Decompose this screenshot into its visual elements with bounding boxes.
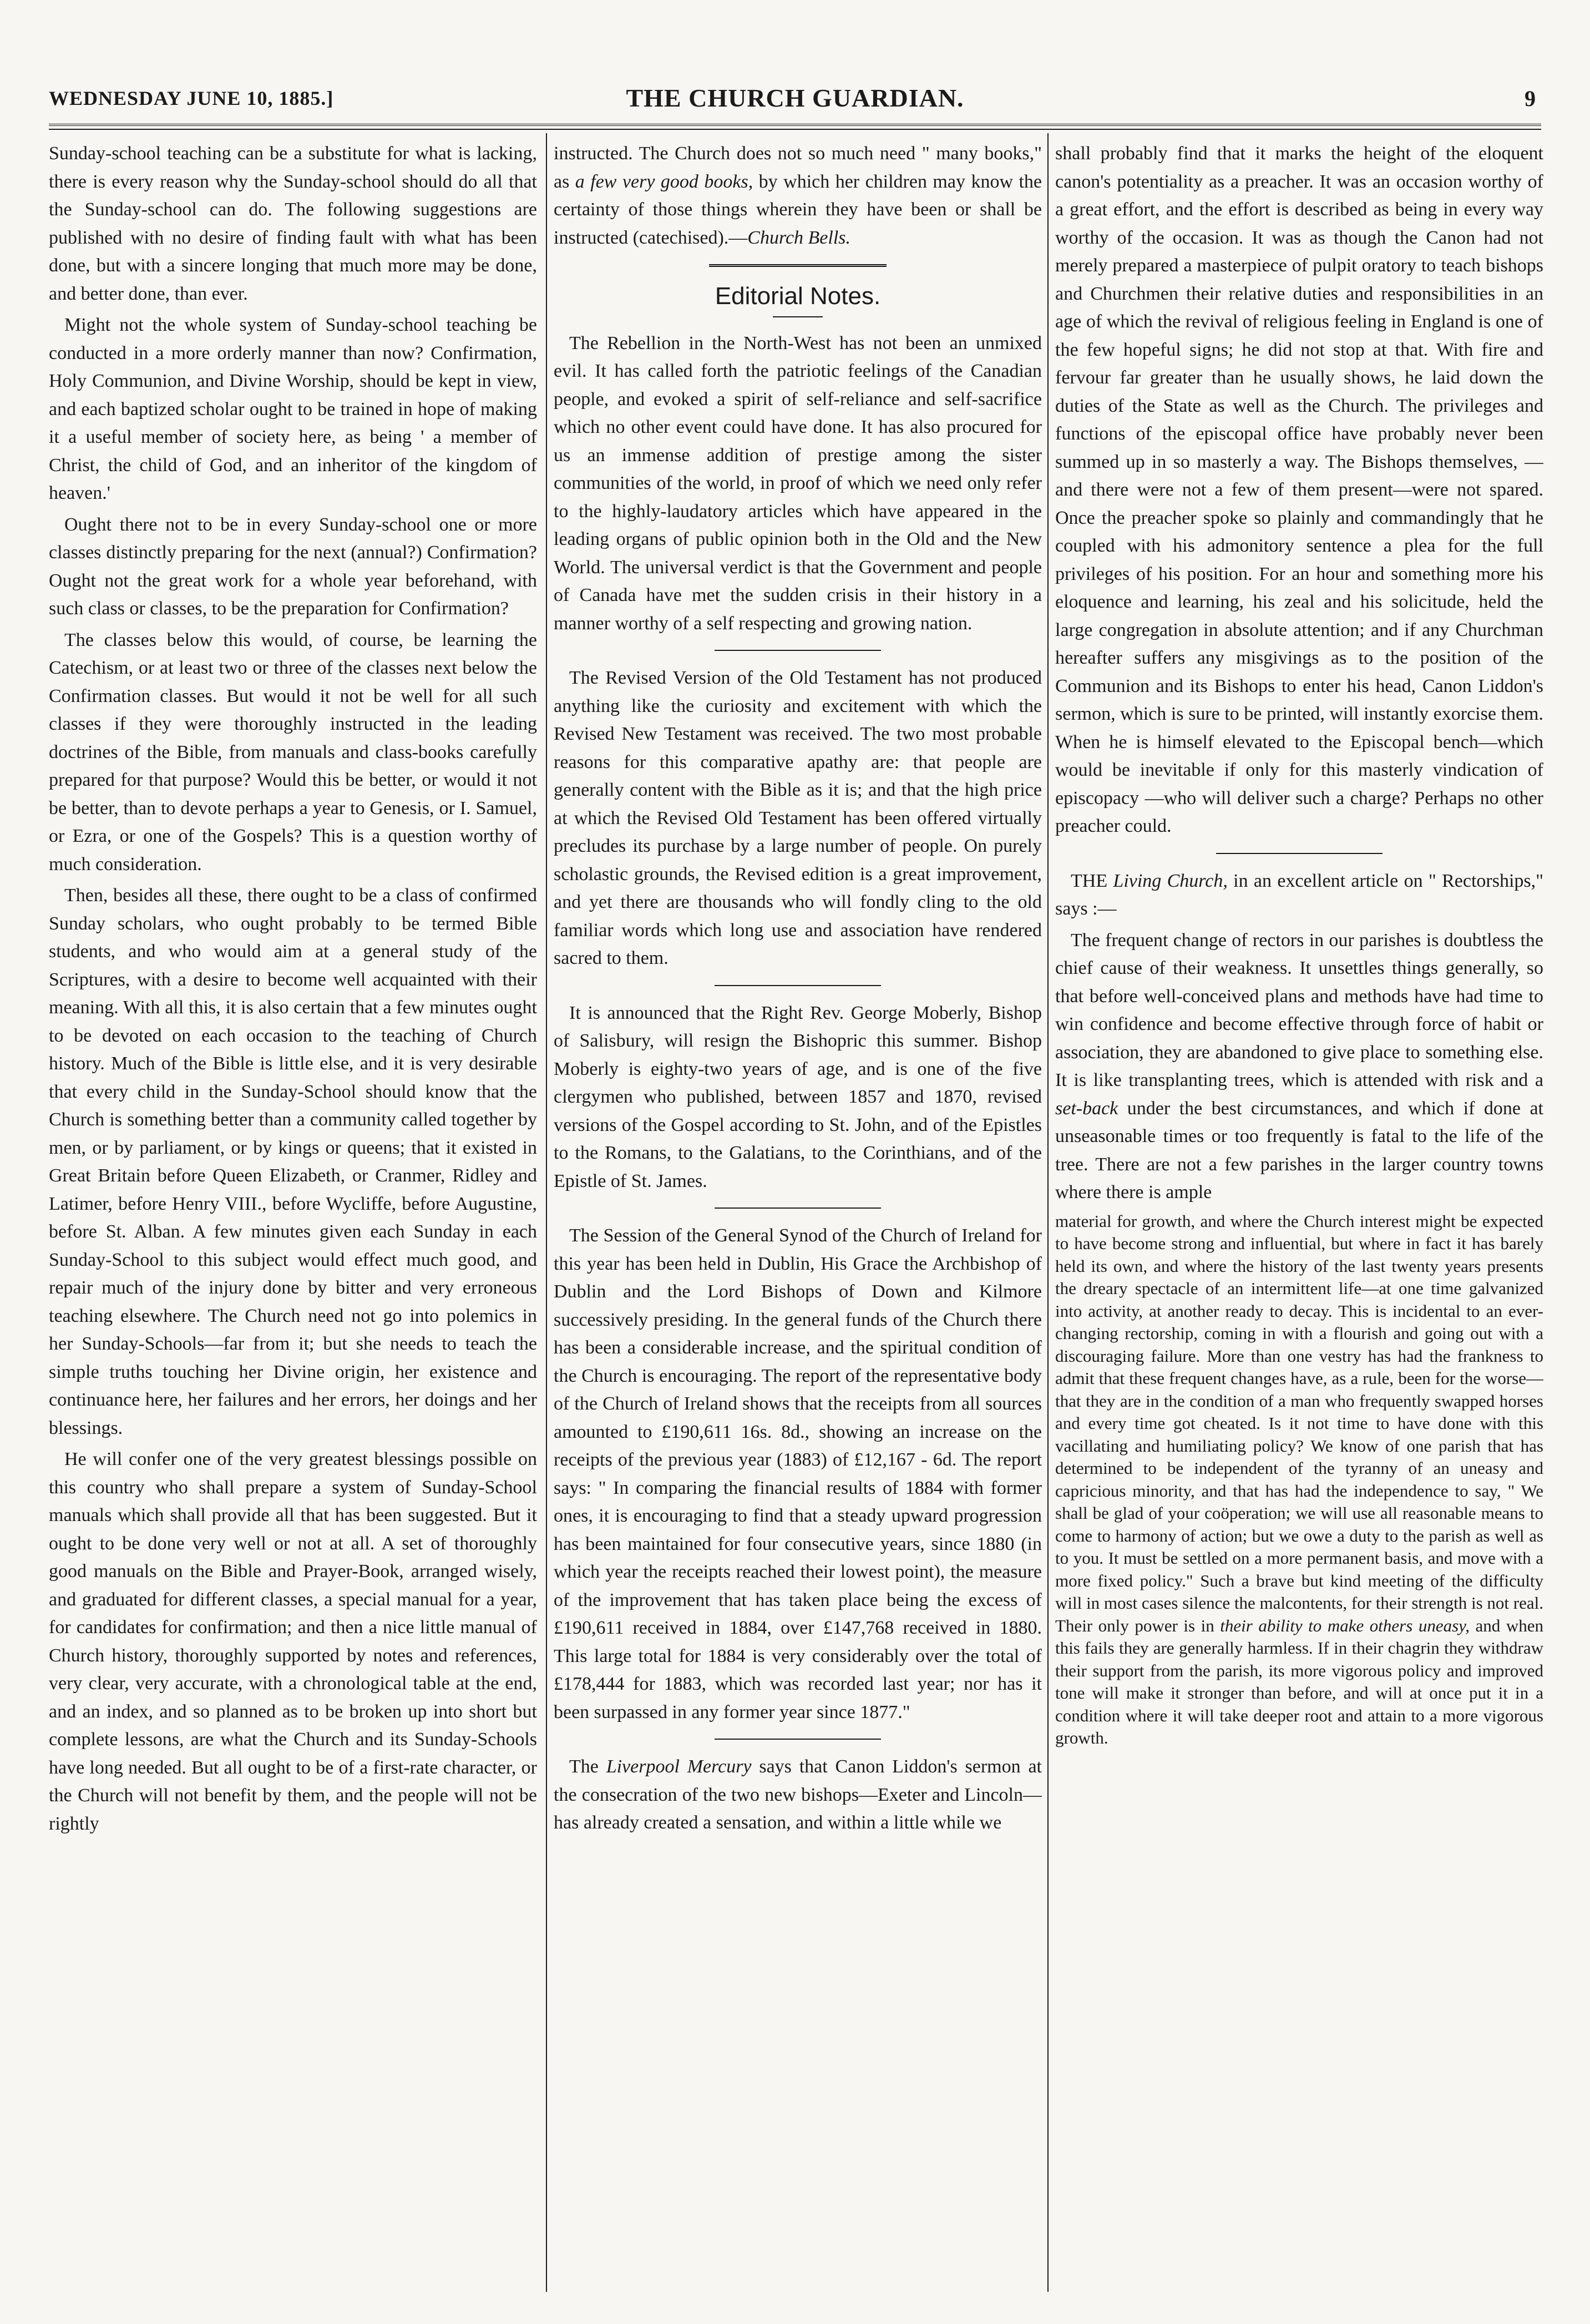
text-run: by which her children may know the certainty of those things wherein they have been or shall be instructed (catechised).—	[554, 171, 1042, 248]
text-run: material for growth, and where the Church interest might be expected to have become strong and influential, but where in fact it has barely held its own, and where the history of the last twenty years presents the dreary spectacle of an intermittent life—at one time galvanized into activity, at another ready to decay. This is incidental to an ever-changing rectorship, coming in with a flourish and going out with a discouraging failure. More than one vestry has had the frankness to admit that these frequent changes have, as a rule, been for the worse—that they are in the condition of a man who frequently swapped horses and every time got cheated. Is it not time to have done with this vacillating and humiliating policy? We know of one parish that has determined to be independent of the tyranny of an uneasy and capricious minority, and that has had the independence to say, " We shall be glad of your coöperation; we will use all reasonable means to come to harmony of action; but we owe a duty to the parish as well as to you. It must be settled on a more permanent basis, and move with a more fixed policy." Such a brave but kind meeting of the difficulty will in most cases silence the malcontents, for their strength is not real. Their only power is in	[1055, 1211, 1543, 1635]
column-3	[1055, 140, 1543, 2287]
column-divider	[1047, 133, 1049, 2292]
header-rule-secondary	[49, 129, 1541, 130]
paragraph: Sunday-school teaching can be a substitute for what is lacking, there is every reason why the Sunday-school should do all that the Sunday-school can do. The following suggestions are published with no desire of finding fault with what has been done, but with a sincere longing that much more may be done, and better done, than ever.	[49, 143, 537, 304]
paragraph: The Session of the General Synod of the Church of Ireland for this year has been held in Dublin, His Grace the Archbishop of Dublin and the Lord Bishops of Down and Kilmore successively presiding. In the general funds of the Church there has been a considerable increase, and the spiritual condition of the Church is encouraging. The report of the representative body of the Church of Ireland shows that the receipts from all sources amounted to £190,611 16s. 8d., showing an increase on the receipts of the previous year (1883) of £12,167 - 6d. The report says: " In comparing the financial results of 1884 with former ones, it is encouraging to find that a steady upward progression has been maintained for four consecutive years, since 1880 (in which year the receipts reached their lowest point), the measure of the improvement that has taken place being the excess of £190,611 received in 1884, over £147,768 received in 1880. This large total for 1884 is very considerably over the total of £178,444 for 1883, which was recorded last year; nor has it been surpassed in any former year since 1877."	[554, 1225, 1042, 1722]
heading-rule	[773, 316, 823, 317]
emphasis: Living Church,	[1113, 870, 1228, 891]
article-separator	[715, 650, 881, 651]
section-heading: Editorial Notes.	[715, 282, 881, 310]
column-1	[49, 140, 537, 2287]
paragraph: shall probably find that it marks the height of the eloquent canon's potentiality as a preacher. It was an occasion worthy of a great effort, and the effort is described as being in every way worthy of the occasion. It was as though the Canon had not merely prepared a masterpiece of pulpit oratory to teach bishops and Churchmen their relative duties and responsibilities in an age of which the revival of religious feeling in England is one of the few hopeful signs; he did not stop at that. With fire and fervour far greater than he usually shows, he laid down the duties of the State as well as the Church. The privileges and functions of the episcopal office have probably never been summed up in so masterly a way. The Bishops themselves, —and there were not a few of them present—were not spared. Once the preacher spoke so plainly and commandingly that he coupled with his admonitory sentence a plea for the full privileges of his position. For an hour and something more his eloquence and learning, his zeal and his solicitude, held the large congregation in absolute attention; and if any Churchman hereafter suffers any misgivings as to the position of the Communion and its Bishops to enter his head, Canon Liddon's sermon, which is sure to be printed, will instantly exorcise them. When he is himself elevated to the Episcopal bench—which would be inevitable if only for this masterly vindication of episcopacy —who will deliver such a charge? Perhaps no other preacher could.	[1055, 143, 1543, 836]
source-credit: Church Bells.	[747, 227, 851, 248]
text-run: and when this fails they are generally harmless. If in their chagrin they withdraw their support from the parish, its more vigorous policy and improved tone will make it stronger than before, and will at once put it in a condition where it will take deeper root and attain to a more vigorous growth.	[1055, 1615, 1543, 1747]
text-run: in an excellent article on " Rectorships," says :—	[1055, 870, 1543, 919]
paragraph: He will confer one of the very greatest blessings possible on this country who shall prepare a system of Sunday-School manuals which shall provide all that has been suggested. But it ought to be done very well or not at all. A set of thoroughly good manuals on the Bible and Prayer-Book, arranged wisely, and graduated for different classes, a special manual for a year, for candidates for confirmation; and then a nice little manual of Church history, thoroughly supported by notes and references, very clear, very accurate, with a chronological table at the end, and an index, and so planned as to be broken up into short but complete lessons, are what the Church and its Sunday-Schools have long needed. But all ought to be of a first-rate character, or the Church will not benefit by them, and the people will not be rightly	[49, 1449, 537, 1834]
paragraph: The classes below this would, of course, be learning the Catechism, or at least two or three of the classes next below the Confirmation classes. But would it not be well for all such classes if they were thoroughly instructed in the leading doctrines of the Bible, from manuals and class-books carefully prepared for that purpose? Would this be better, or would it not be better, than to devote perhaps a year to Genesis, or I. Samuel, or Ezra, or one of the Gospels? This is a question worthy of much consideration.	[49, 629, 537, 875]
article-separator	[715, 1739, 881, 1740]
paragraph: The Rebellion in the North-West has not been an unmixed evil. It has called forth the patriotic feelings of the Canadian people, and evoked a spirit of self-reliance and self-sacrifice which no other event could have done. It has also procured for us an immense addition of prestige among the sister communities of the world, in proof of which we need only refer to the highly-laudatory articles which have appeared in the leading organs of public opinion both in the Old and the New World. The universal verdict is that the Government and people of Canada have met the sudden crisis in their history in a manner worthy of a self respecting and growing nation.	[554, 332, 1042, 634]
paragraph	[1055, 1210, 1543, 1750]
emphasis: set-back	[1055, 1098, 1118, 1119]
paragraph	[554, 1753, 1042, 1837]
header-rule	[49, 124, 1541, 126]
column-divider	[546, 133, 547, 2292]
newspaper-title: THE CHURCH GUARDIAN.	[626, 84, 964, 112]
article-separator	[715, 1208, 881, 1209]
text-run: says that Canon Liddon's sermon at the consecration of the two new bishops—Exeter and Lincoln—has already created a sensation, and within a little while we	[554, 1756, 1042, 1833]
paragraph: It is announced that the Right Rev. George Moberly, Bishop of Salisbury, will resign the Bishopric this summer. Bishop Moberly is eighty-two years of age, and is one of the five clergymen who published, between 1857 and 1870, revised versions of the Gospel according to St. John, and of the Epistles to the Romans, to the Galatians, to the Corinthians, and of the Epistle of St. James.	[554, 1002, 1042, 1191]
paragraph: Then, besides all these, there ought to be a class of confirmed Sunday scholars, who ought probably to be termed Bible students, and who would aim at a general study of the Scriptures, with a desire to become well acquainted with their meaning. With all this, it is also certain that a few minutes ought to be devoted on each occasion to the teaching of Church history. Much of the Bible is little else, and it is very desirable that every child in the Sunday-School should know that the Church is something better than a community called together by men, or by parliament, or by kings or queens; that it existed in Great Britain before Queen Elizabeth, or Cranmer, Ridley and Latimer, before Henry VIII., before Wycliffe, before Augustine, before St. Alban. A few minutes given each Sunday in each Sunday-School to this subject would effect much good, and repair much of the injury done by bitter and very erroneous teaching elsewhere. The Church need not go into polemics in her Sunday-Schools—far from it; but she needs to teach the simple truths touching her Divine origin, her existence and continuance here, her failures and her errors, her doings and her blessings.	[49, 885, 537, 1438]
paragraph	[1055, 867, 1543, 923]
column-2	[554, 140, 1042, 2287]
paragraph: The Revised Version of the Old Testament has not produced anything like the curiosity and excitement with which the Revised New Testament was received. The two most probable reasons for this comparative apathy are: that people are generally content with the Bible as it is; and that the high price at which the Revised Old Testament has been offered virtually precludes its purchase by a large number of people. On purely scholastic grounds, the Revised edition is a great improvement, and yet there are thousands who will fondly cling to the old familiar words which long use and association have rendered sacred to them.	[554, 668, 1042, 968]
emphasis: their ability to make others uneasy,	[1220, 1615, 1470, 1635]
section-separator	[709, 264, 887, 267]
paragraph: Might not the whole system of Sunday-school teaching be conducted in a more orderly manner than now? Confirmation, Holy Communion, and Divine Worship, should be kept in view, and each baptized scholar ought to be trained in hope of making it a useful member of society here, as being ' a member of Christ, the child of God, and an inheritor of the kingdom of heaven.'	[49, 315, 537, 503]
article-separator	[715, 985, 881, 986]
paragraph	[554, 140, 1042, 252]
article-separator	[1216, 853, 1383, 854]
page-number: 9	[1525, 86, 1536, 111]
header-date: WEDNESDAY JUNE 10, 1885.]	[49, 87, 334, 109]
text-run: instructed. The Church does not so much need " many books," as	[554, 143, 1042, 192]
emphasis: Liverpool Mercury	[606, 1756, 752, 1777]
emphasis: a few very good books,	[575, 171, 753, 192]
text-run: The	[569, 1756, 599, 1777]
text-run: The frequent change of rectors in our parishes is doubtless the chief cause of their weakness. It unsettles things generally, so that before well-conceived plans and methods have had time to win confidence and become effective through force of habit or association, they are abandoned to give place to something else. It is like transplanting trees, which is attended with risk and a	[1055, 929, 1543, 1090]
paragraph: Ought there not to be in every Sunday-school one or more classes distinctly preparing for the next (annual?) Confirmation? Ought not the great work for a whole year beforehand, with such class or classes, to be the preparation for Confirmation?	[49, 514, 537, 619]
paragraph	[1055, 927, 1543, 1207]
text-run: under the best circumstances, and which if done at unseasonable times or too frequently is fatal to the life of the tree. There are not a few parishes in the larger country towns where there is ample	[1055, 1098, 1543, 1203]
text-run: THE	[1071, 870, 1108, 891]
page-header	[49, 83, 1541, 117]
